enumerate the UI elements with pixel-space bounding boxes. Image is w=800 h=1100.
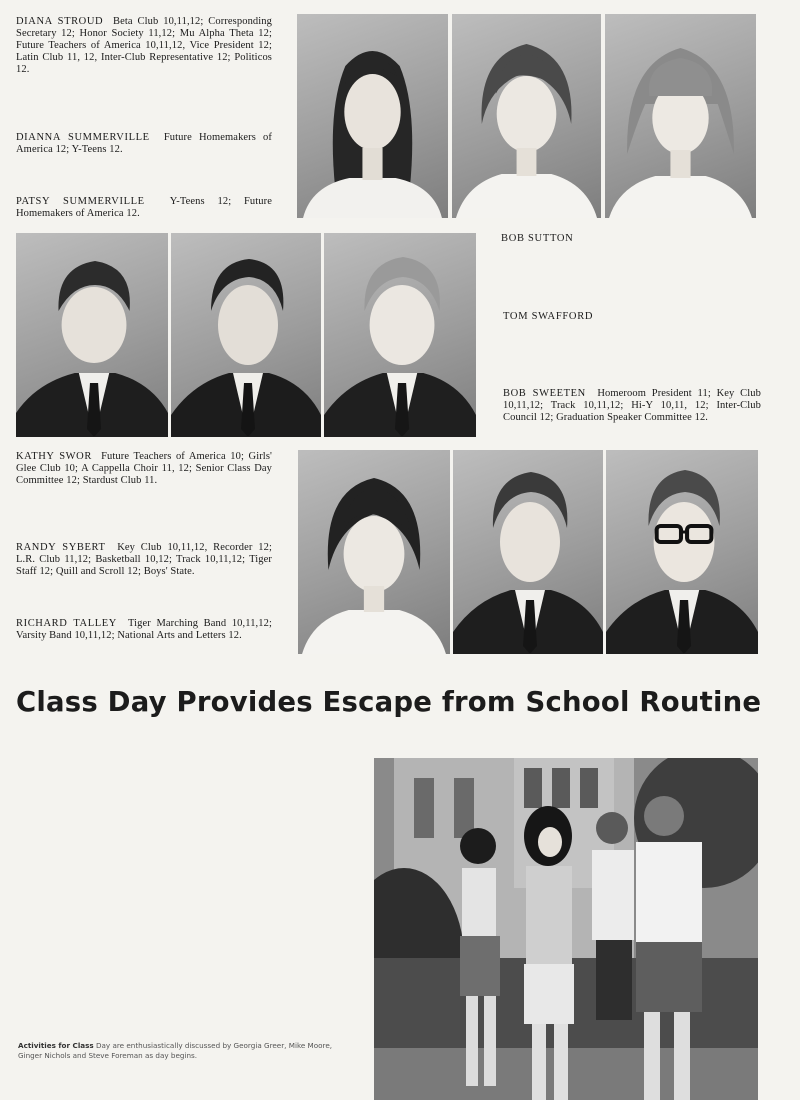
portrait-diana-stroud [297, 14, 448, 218]
bio-patsy-summerville [16, 196, 272, 220]
bio-randy-sybert [16, 542, 272, 578]
student-activities: Key Club 10,11,12, Recorder 12; L.R. Club 11,12; Basketball 10,12; Track 10,11,12; Tiger Staff 12; Quill and Scroll 12; Boys' State. [16, 542, 273, 577]
portrait-randy-sybert [453, 450, 603, 654]
portrait-bob-sutton [16, 233, 168, 437]
portrait-kathy-swor [298, 450, 450, 654]
caption-lead: Activities for Class [18, 1041, 94, 1050]
student-activities: Y-Teens 12; Future Homemakers of America 12. [16, 196, 272, 219]
bio-bob-sweeten [503, 388, 761, 424]
student-name: PATSY SUMMERVILLE [16, 196, 145, 207]
name-tom-swafford: TOM SWAFFORD [503, 311, 594, 322]
bio-diana-stroud [16, 16, 272, 76]
bio-dianna-summerville [16, 132, 272, 156]
student-activities: Tiger Marching Band 10,11,12; Varsity Band 10,11,12; National Arts and Letters 12. [16, 618, 272, 641]
portrait-tom-swafford [171, 233, 321, 437]
bio-kathy-swor [16, 451, 272, 487]
student-name: DIANNA SUMMERVILLE [16, 132, 150, 143]
portrait-dianna-summerville [452, 14, 601, 218]
photo-caption [18, 1041, 358, 1060]
name-bob-sutton: BOB SUTTON [501, 233, 574, 244]
class-day-photo [374, 758, 758, 1100]
portrait-richard-talley [606, 450, 758, 654]
student-name: KATHY SWOR [16, 451, 92, 462]
student-name: RANDY SYBERT [16, 542, 106, 553]
student-activities: Future Teachers of America 10; Girls' Glee Club 10; A Cappella Choir 11, 12; Senior Class Day Committee 12; Stardust Club 11. [16, 451, 273, 486]
student-name: RICHARD TALLEY [16, 618, 117, 629]
caption-text: Day are enthusiastically discussed by Georgia Greer, Mike Moore, Ginger Nichols and Steve Foreman as day begins. [18, 1041, 333, 1060]
student-activities: Beta Club 10,11,12; Corresponding Secretary 12; Honor Society 11,12; Mu Alpha Theta 12; Future Teachers of America 10,11,12, Vice President 12; Latin Club 11, 12, Inter-Club Representative 12; Politicos 12. [16, 16, 272, 75]
portrait-bob-sweeten [324, 233, 476, 437]
portrait-patsy-summerville [605, 14, 756, 218]
page-headline: Class Day Provides Escape from School Routine [16, 686, 762, 718]
student-name: BOB SWEETEN [503, 388, 586, 399]
student-activities: Future Homemakers of America 12; Y-Teens 12. [16, 132, 273, 155]
bio-richard-talley [16, 618, 272, 642]
student-name: DIANA STROUD [16, 16, 104, 27]
student-activities: Homeroom President 11; Key Club 10,11,12; Track 10,11,12; Hi-Y 10,11, 12; Inter-Club Council 12; Graduation Speaker Committee 12. [503, 388, 761, 423]
